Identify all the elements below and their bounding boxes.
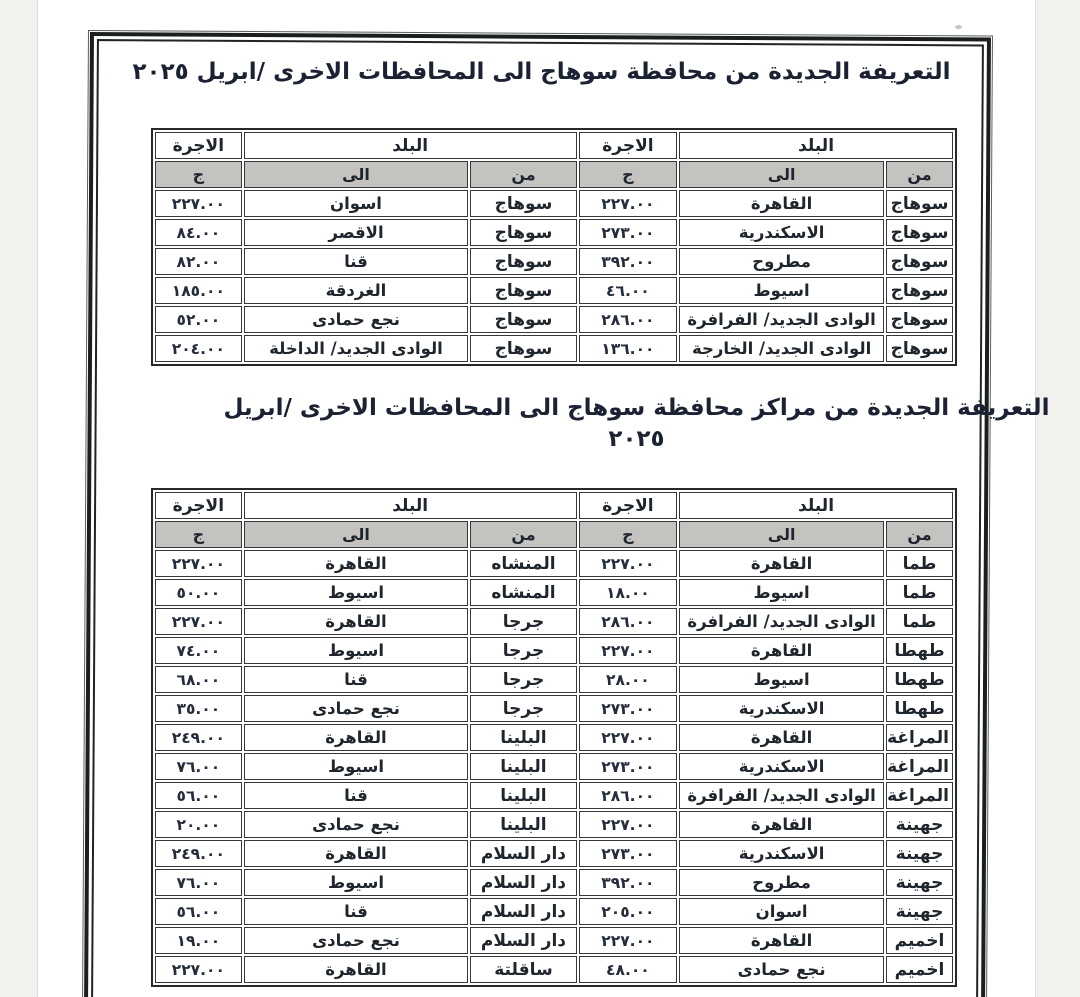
from-cell: المراغة [886,724,953,751]
table-row [155,782,953,809]
table-row [155,550,953,577]
to-cell: اسيوط [679,277,884,304]
fare-cell: ٥٢.٠٠ [155,306,242,333]
fare-cell: ٢٢٧.٠٠ [579,811,678,838]
table-row [155,335,953,362]
to-cell: الوادى الجديد/ الفرافرة [679,608,884,635]
fare-cell: ٢٧٣.٠٠ [579,840,678,867]
from-cell: المراغة [886,782,953,809]
fare-cell: ٤٦.٠٠ [579,277,678,304]
fare-cell: ٥٦.٠٠ [155,898,242,925]
fare-cell: ١٣٦.٠٠ [579,335,678,362]
from-cell: جرجا [470,637,576,664]
fare-cell: ٧٦.٠٠ [155,753,242,780]
fare-cell: ٨٤.٠٠ [155,219,242,246]
table-row [155,190,953,217]
table-row [155,753,953,780]
to-cell: القاهرة [679,190,884,217]
fare-cell: ٢٤٩.٠٠ [155,840,242,867]
to-cell: اسيوط [679,666,884,693]
fare-cell: ١٨.٠٠ [579,579,678,606]
fare-header: الاجرة [155,492,242,519]
fare-cell: ١٩.٠٠ [155,927,242,954]
fare-cell: ٣٩٢.٠٠ [579,248,678,275]
scan-artifact-dot [955,25,962,29]
from-cell: ساقلتة [470,956,576,983]
fare-cell: ٢٨٦.٠٠ [579,782,678,809]
to-cell: اسيوط [679,579,884,606]
table1-header-row-1 [155,132,953,159]
to-cell: القاهرة [679,811,884,838]
to-cell: القاهرة [679,724,884,751]
currency-header: ج [155,521,242,548]
from-cell: سوهاج [470,306,576,333]
fare-cell: ٦٨.٠٠ [155,666,242,693]
from-header: من [886,521,953,548]
fare-header: الاجرة [579,132,678,159]
fare-cell: ٢٢٧.٠٠ [579,637,678,664]
from-cell: دار السلام [470,869,576,896]
table2-header-row-2 [155,521,953,548]
to-cell: نجع حمادى [244,306,469,333]
fare-cell: ٢٠٤.٠٠ [155,335,242,362]
from-cell: سوهاج [470,248,576,275]
from-cell: المراغة [886,753,953,780]
country-header: البلد [244,492,577,519]
to-cell: الاسكندرية [679,695,884,722]
fare-cell: ٢٢٧.٠٠ [155,190,242,217]
fare-cell: ١٨٥.٠٠ [155,277,242,304]
table1-body [155,190,953,362]
to-cell: القاهرة [679,550,884,577]
table-row [155,811,953,838]
to-cell: الاسكندرية [679,219,884,246]
fare-cell: ٢٢٧.٠٠ [155,608,242,635]
fare-cell: ٥٠.٠٠ [155,579,242,606]
to-cell: الغردقة [244,277,469,304]
from-cell: جرجا [470,695,576,722]
from-cell: سوهاج [470,219,576,246]
table-row [155,219,953,246]
table2-header-row-1 [155,492,953,519]
to-header: الى [679,521,884,548]
to-cell: الاسكندرية [679,840,884,867]
from-cell: اخميم [886,956,953,983]
table-row [155,666,953,693]
from-cell: البلينا [470,724,576,751]
from-cell: البلينا [470,753,576,780]
from-cell: طهطا [886,666,953,693]
fare-header: الاجرة [155,132,242,159]
to-cell: القاهرة [679,927,884,954]
from-cell: سوهاج [470,335,576,362]
from-cell: دار السلام [470,840,576,867]
to-cell: مطروح [679,869,884,896]
fare-cell: ٢٢٧.٠٠ [155,550,242,577]
from-cell: سوهاج [886,277,953,304]
fare-header: الاجرة [579,492,678,519]
fare-cell: ٢٧٣.٠٠ [579,753,678,780]
from-cell: طهطا [886,695,953,722]
from-cell: سوهاج [470,190,576,217]
fare-cell: ٣٩٢.٠٠ [579,869,678,896]
from-cell: جهينة [886,898,953,925]
fare-table-centers [151,488,957,987]
scan-margin-right [1035,0,1080,997]
fare-cell: ٥٦.٠٠ [155,782,242,809]
from-cell: سوهاج [886,248,953,275]
from-cell: طهطا [886,637,953,664]
country-header: البلد [679,132,953,159]
table-row [155,927,953,954]
from-header: من [470,521,576,548]
table-row [155,840,953,867]
from-cell: جهينة [886,811,953,838]
table-row [155,306,953,333]
from-cell: البلينا [470,811,576,838]
from-cell: دار السلام [470,927,576,954]
from-cell: سوهاج [886,306,953,333]
fare-table-governorate [151,128,957,366]
table1-title: التعريفة الجديدة من محافظة سوهاج الى المحافظات الاخرى /ابريل ٢٠٢٥ [132,59,951,85]
from-cell: جرجا [470,666,576,693]
table2-title: التعريفة الجديدة من مراكز محافظة سوهاج الى المحافظات الاخرى /ابريل ٢٠٢٥ [223,395,1050,453]
scan-margin-left [0,0,38,997]
to-header: الى [244,521,469,548]
to-cell: قنا [244,248,469,275]
to-cell: اسيوط [244,869,469,896]
from-cell: اخميم [886,927,953,954]
fare-cell: ٧٤.٠٠ [155,637,242,664]
from-cell: طما [886,608,953,635]
fare-cell: ٢٢٧.٠٠ [579,724,678,751]
currency-header: ج [155,161,242,188]
to-cell: الوادى الجديد/ الفرافرة [679,306,884,333]
from-cell: جهينة [886,869,953,896]
table-row [155,608,953,635]
to-cell: القاهرة [244,840,469,867]
document-content [101,40,1050,987]
table-row [155,277,953,304]
from-cell: دار السلام [470,898,576,925]
to-cell: القاهرة [244,956,469,983]
fare-cell: ٢٨٦.٠٠ [579,608,678,635]
to-header: الى [244,161,469,188]
to-cell: اسيوط [244,579,469,606]
currency-header: ج [579,161,678,188]
fare-cell: ٢٧٣.٠٠ [579,219,678,246]
to-cell: نجع حمادى [244,695,469,722]
table1-header-row-2 [155,161,953,188]
from-cell: المنشاه [470,550,576,577]
table-row [155,869,953,896]
to-cell: القاهرة [244,608,469,635]
fare-cell: ٢٨.٠٠ [579,666,678,693]
from-cell: جهينة [886,840,953,867]
table-row [155,637,953,664]
to-cell: الوادى الجديد/ الداخلة [244,335,469,362]
from-header: من [886,161,953,188]
from-cell: سوهاج [886,335,953,362]
to-cell: القاهرة [244,724,469,751]
currency-header: ج [579,521,678,548]
fare-cell: ٧٦.٠٠ [155,869,242,896]
to-cell: قنا [244,666,469,693]
fare-cell: ٢٠٥.٠٠ [579,898,678,925]
to-cell: القاهرة [679,637,884,664]
to-cell: مطروح [679,248,884,275]
country-header: البلد [679,492,953,519]
fare-cell: ٢٤٩.٠٠ [155,724,242,751]
fare-cell: ٢٨٦.٠٠ [579,306,678,333]
from-cell: سوهاج [886,219,953,246]
table-row [155,579,953,606]
from-header: من [470,161,576,188]
to-cell: القاهرة [244,550,469,577]
table-row [155,248,953,275]
fare-cell: ٢٧٣.٠٠ [579,695,678,722]
to-cell: اسيوط [244,637,469,664]
to-cell: قنا [244,782,469,809]
to-cell: نجع حمادى [679,956,884,983]
country-header: البلد [244,132,577,159]
to-cell: نجع حمادى [244,927,469,954]
to-cell: اسيوط [244,753,469,780]
fare-cell: ٣٥.٠٠ [155,695,242,722]
table-row [155,956,953,983]
fare-cell: ٢٠.٠٠ [155,811,242,838]
fare-cell: ٢٢٧.٠٠ [579,927,678,954]
to-cell: اسوان [679,898,884,925]
fare-cell: ٢٢٧.٠٠ [579,190,678,217]
fare-cell: ٢٢٧.٠٠ [579,550,678,577]
from-cell: سوهاج [886,190,953,217]
from-cell: البلينا [470,782,576,809]
to-cell: الوادى الجديد/ الفرافرة [679,782,884,809]
table-row [155,695,953,722]
to-cell: قنا [244,898,469,925]
to-header: الى [679,161,884,188]
to-cell: اسوان [244,190,469,217]
table2-body [155,550,953,983]
from-cell: سوهاج [470,277,576,304]
from-cell: طما [886,579,953,606]
to-cell: نجع حمادى [244,811,469,838]
from-cell: المنشاه [470,579,576,606]
to-cell: الوادى الجديد/ الخارجة [679,335,884,362]
table-row [155,724,953,751]
to-cell: الاسكندرية [679,753,884,780]
from-cell: طما [886,550,953,577]
from-cell: جرجا [470,608,576,635]
to-cell: الاقصر [244,219,469,246]
table-row [155,898,953,925]
fare-cell: ٨٢.٠٠ [155,248,242,275]
fare-cell: ٤٨.٠٠ [579,956,678,983]
fare-cell: ٢٢٧.٠٠ [155,956,242,983]
